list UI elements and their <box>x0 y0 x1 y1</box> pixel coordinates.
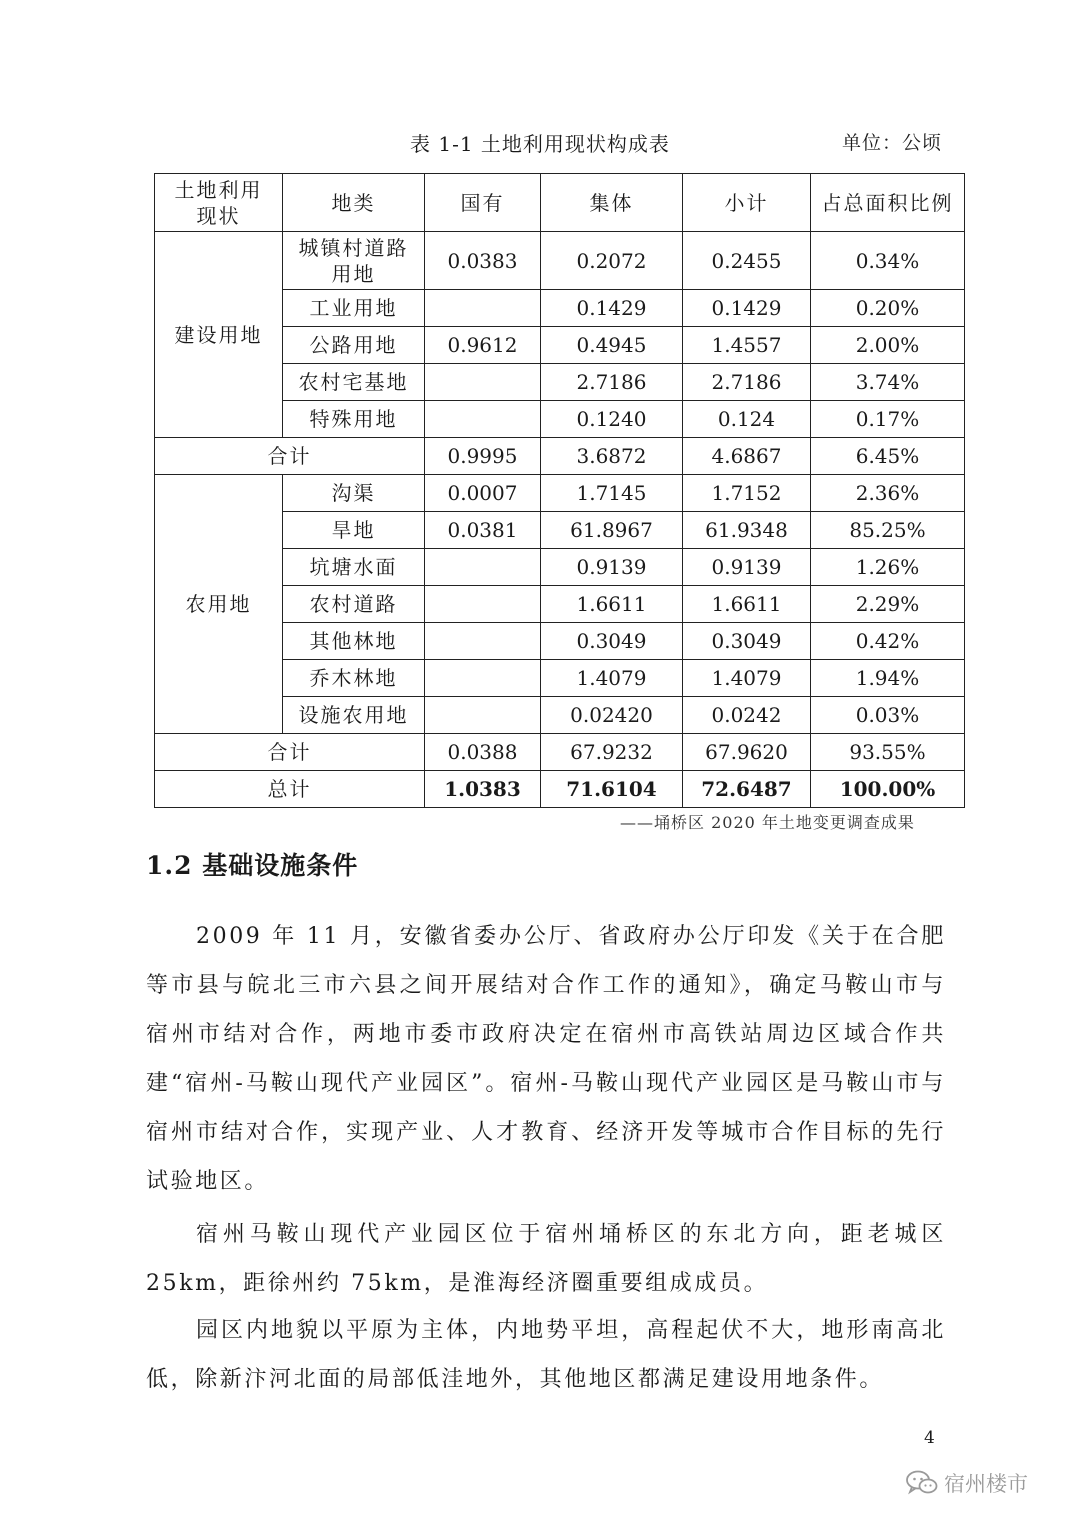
land-type-cell: 公路用地 <box>283 327 425 364</box>
subtotal-cell: 0.0242 <box>683 697 811 734</box>
subtotal-row <box>155 734 965 771</box>
state-cell: 1.0383 <box>425 771 541 808</box>
land-use-table <box>154 173 965 808</box>
header-cell: 集体 <box>541 174 683 232</box>
body-paragraph: 2009 年 11 月，安徽省委办公厅、省政府办公厅印发《关于在合肥等市县与皖北三市六县之间开展结对合作工作的通知》，确定马鞍山市与宿州市结对合作，两地市委市政府决定在宿州市高铁站周边区域合作共建“宿州-马鞍山现代产业园区”。宿州-马鞍山现代产业园区是马鞍山市与宿州市结对合作，实现产业、人才教育、经济开发等城市合作目标的先行试验地区。 <box>146 924 946 1194</box>
header-cell: 小计 <box>683 174 811 232</box>
ratio-cell: 1.26% <box>811 549 965 586</box>
header-cell: 地类 <box>283 174 425 232</box>
ratio-cell: 0.42% <box>811 623 965 660</box>
state-cell: 0.0388 <box>425 734 541 771</box>
ratio-cell: 100.00% <box>811 771 965 808</box>
ratio-cell: 3.74% <box>811 364 965 401</box>
body-paragraph: 园区内地貌以平原为主体，内地势平坦，高程起伏不大，地形南高北低，除新汴河北面的局部低洼地外，其他地区都满足建设用地条件。 <box>146 1318 946 1392</box>
land-type-cell: 城镇村道路用地 <box>283 232 425 290</box>
body-paragraph: 宿州马鞍山现代产业园区位于宿州埇桥区的东北方向，距老城区 25km，距徐州约 75km，是淮海经济圈重要组成成员。 <box>146 1222 946 1296</box>
group-label: 建设用地 <box>155 232 283 438</box>
table-row <box>155 475 965 512</box>
state-cell: 0.9995 <box>425 438 541 475</box>
ratio-cell: 2.36% <box>811 475 965 512</box>
land-type-cell: 农村宅基地 <box>283 364 425 401</box>
state-cell <box>425 586 541 623</box>
header-cell: 土地利用现状 <box>155 174 283 232</box>
subtotal-cell: 2.7186 <box>683 364 811 401</box>
subtotal-cell: 61.9348 <box>683 512 811 549</box>
section-heading: 1.2 基础设施条件 <box>146 851 359 880</box>
table-unit: 单位：公顷 <box>842 132 943 154</box>
state-cell <box>425 660 541 697</box>
collective-cell: 67.9232 <box>541 734 683 771</box>
ratio-cell: 0.20% <box>811 290 965 327</box>
land-type-cell: 沟渠 <box>283 475 425 512</box>
subtotal-cell: 67.9620 <box>683 734 811 771</box>
collective-cell: 1.4079 <box>541 660 683 697</box>
table-source-note: ——埇桥区 2020 年土地变更调查成果 <box>620 813 915 832</box>
state-cell <box>425 549 541 586</box>
collective-cell: 1.6611 <box>541 586 683 623</box>
collective-cell: 2.7186 <box>541 364 683 401</box>
subtotal-cell: 0.9139 <box>683 549 811 586</box>
subtotal-label: 合计 <box>155 438 425 475</box>
collective-cell: 0.1240 <box>541 401 683 438</box>
subtotal-cell: 1.4079 <box>683 660 811 697</box>
ratio-cell: 0.03% <box>811 697 965 734</box>
header-cell: 占总面积比例 <box>811 174 965 232</box>
wechat-icon <box>906 1470 938 1496</box>
ratio-cell: 85.25% <box>811 512 965 549</box>
subtotal-cell: 1.4557 <box>683 327 811 364</box>
state-cell: 0.0007 <box>425 475 541 512</box>
ratio-cell: 6.45% <box>811 438 965 475</box>
grand-total-row <box>155 771 965 808</box>
collective-cell: 61.8967 <box>541 512 683 549</box>
land-type-cell: 其他林地 <box>283 623 425 660</box>
collective-cell: 3.6872 <box>541 438 683 475</box>
state-cell <box>425 401 541 438</box>
collective-cell: 1.7145 <box>541 475 683 512</box>
state-cell <box>425 697 541 734</box>
header-cell: 国有 <box>425 174 541 232</box>
land-type-cell: 旱地 <box>283 512 425 549</box>
subtotal-cell: 1.6611 <box>683 586 811 623</box>
state-cell: 0.0381 <box>425 512 541 549</box>
state-cell: 0.0383 <box>425 232 541 290</box>
grand-total-label: 总计 <box>155 771 425 808</box>
subtotal-cell: 72.6487 <box>683 771 811 808</box>
ratio-cell: 93.55% <box>811 734 965 771</box>
collective-cell: 0.9139 <box>541 549 683 586</box>
subtotal-cell: 0.2455 <box>683 232 811 290</box>
land-type-cell: 坑塘水面 <box>283 549 425 586</box>
watermark <box>906 1468 1028 1498</box>
group-label: 农用地 <box>155 475 283 734</box>
state-cell: 0.9612 <box>425 327 541 364</box>
ratio-cell: 1.94% <box>811 660 965 697</box>
subtotal-cell: 4.6867 <box>683 438 811 475</box>
land-type-cell: 乔木林地 <box>283 660 425 697</box>
collective-cell: 0.1429 <box>541 290 683 327</box>
state-cell <box>425 623 541 660</box>
page-number: 4 <box>924 1428 935 1448</box>
collective-cell: 0.2072 <box>541 232 683 290</box>
subtotal-label: 合计 <box>155 734 425 771</box>
land-type-cell: 设施农用地 <box>283 697 425 734</box>
subtotal-cell: 0.3049 <box>683 623 811 660</box>
collective-cell: 0.3049 <box>541 623 683 660</box>
ratio-cell: 2.29% <box>811 586 965 623</box>
table-caption: 表 1-1 土地利用现状构成表 <box>410 132 670 156</box>
state-cell <box>425 290 541 327</box>
land-type-cell: 工业用地 <box>283 290 425 327</box>
subtotal-row <box>155 438 965 475</box>
land-type-cell: 特殊用地 <box>283 401 425 438</box>
ratio-cell: 0.17% <box>811 401 965 438</box>
subtotal-cell: 0.124 <box>683 401 811 438</box>
subtotal-cell: 0.1429 <box>683 290 811 327</box>
land-type-cell: 农村道路 <box>283 586 425 623</box>
table-header-row <box>155 174 965 232</box>
subtotal-cell: 1.7152 <box>683 475 811 512</box>
table-caption-row <box>0 128 1080 162</box>
ratio-cell: 2.00% <box>811 327 965 364</box>
ratio-cell: 0.34% <box>811 232 965 290</box>
state-cell <box>425 364 541 401</box>
collective-cell: 0.02420 <box>541 697 683 734</box>
collective-cell: 0.4945 <box>541 327 683 364</box>
watermark-text: 宿州楼市 <box>944 1472 1028 1496</box>
collective-cell: 71.6104 <box>541 771 683 808</box>
table-row <box>155 232 965 290</box>
